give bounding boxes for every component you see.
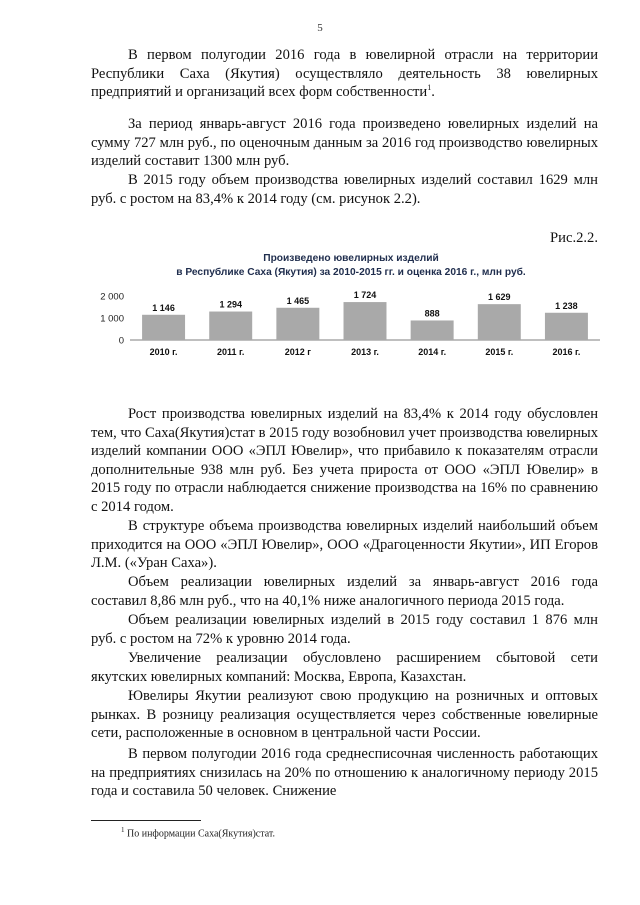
page-number: 5 — [317, 22, 323, 34]
figure-label: Рис.2.2. — [550, 230, 598, 246]
bar — [142, 315, 185, 340]
bar — [276, 308, 319, 340]
data-label: 1 146 — [152, 302, 175, 313]
paragraph-sales-network: Увеличение реализации обусловлено расширением сбытовой сети якутских ювелирных компаний: Москва, Европа, Казахстан. — [91, 650, 598, 685]
footnote: $^1$ По информации Саха(Якутия)стат. — [121, 826, 276, 840]
y-tick-label: 0 — [118, 335, 124, 347]
footnote-ref: 1 — [427, 83, 432, 93]
production-bar-chart — [90, 285, 610, 365]
bar — [209, 312, 252, 340]
bar — [411, 320, 454, 340]
y-tick-label: 2 000 — [100, 291, 124, 303]
paragraph-sales-2015: Объем реализации ювелирных изделий в 2015 году составил 1 876 млн руб. с ростом на 72% к уровню 2014 года. — [91, 612, 598, 647]
y-axis — [100, 292, 124, 347]
paragraph-production-2015: В 2015 году объем производства ювелирных изделий составил 1629 млн руб. с ростом на 83,4% к 2014 году (см. рисунок 2.2). — [91, 172, 598, 207]
x-tick-labels — [150, 347, 581, 357]
data-label: 1 629 — [488, 292, 511, 303]
paragraph-sales-2016: Объем реализации ювелирных изделий за январь-август 2016 года составил 8,86 млн руб., что на 40,1% ниже аналогичного периода 2015 года. — [91, 574, 598, 609]
paragraph-structure: В структуре объема производства ювелирных изделий наибольший объем приходится на ООО «ЭПЛ Ювелир», ООО «Драгоценности Якутии», ИП Егоров Л.М. («Уран Саха»). — [91, 518, 598, 572]
chart-subtitle: в Республике Саха (Якутия) за 2010-2015 гг. и оценка 2016 г., млн руб. — [176, 267, 526, 278]
bar — [344, 302, 387, 340]
footnote-divider — [91, 820, 201, 821]
paragraph-markets: Ювелиры Якутии реализуют свою продукцию на розничных и оптовых рынках. В розницу реализация осуществляется через собственные ювелирные сети, расположенные в основном в центральной части России. — [91, 688, 598, 742]
paragraph-enterprises: В первом полугодии 2016 года в ювелирной отрасли на территории Республики Саха (Якутия) осуществляло деятельность 38 ювелирных предприятий и организаций всех форм собственности$^1$. — [91, 47, 598, 101]
paragraph-employees: В первом полугодии 2016 года среднесписочная численность работающих на предприятиях снизилась на 20% по отношению к аналогичному периоду 2015 года и составила 50 человек. Снижение — [91, 746, 598, 800]
data-label: 888 — [424, 308, 440, 319]
data-label: 1 294 — [219, 299, 242, 310]
x-tick-label: 2012 г — [284, 347, 311, 357]
x-tick-label: 2010 г. — [149, 347, 178, 357]
paragraph-production-2016: За период январь-август 2016 года произведено ювелирных изделий на сумму 727 млн руб., по оценочным данным за 2016 год производство ювелирных изделий составит 1300 млн руб. — [91, 116, 598, 170]
data-label: 1 465 — [286, 295, 310, 306]
paragraph-growth-reason: Рост производства ювелирных изделий на 83,4% к 2014 году обусловлен тем, что Саха(Якутия)стат в 2015 году возобновил учет производства ювелирных изделий компании ООО «ЭПЛ Ювелир», что прибавило к показателям отрасли дополнительные 938 млн руб. Без учета прироста от ООО «ЭПЛ Ювелир» в 2015 году по отрасли наблюдается снижение производства на 16% по сравнению с 2014 годом. — [91, 406, 598, 515]
x-tick-label: 2011 г. — [217, 347, 245, 357]
x-tick-label: 2014 г. — [418, 347, 447, 357]
bar — [478, 304, 521, 340]
x-tick-label: 2016 г. — [552, 347, 581, 357]
y-tick-label: 1 000 — [100, 313, 124, 325]
data-label: 1 238 — [555, 300, 578, 311]
data-label: 1 724 — [353, 290, 377, 301]
x-tick-label: 2013 г. — [351, 347, 379, 357]
x-tick-label: 2015 г. — [485, 347, 514, 357]
chart-title: Произведено ювелирных изделий — [263, 253, 439, 264]
bar — [545, 313, 588, 340]
